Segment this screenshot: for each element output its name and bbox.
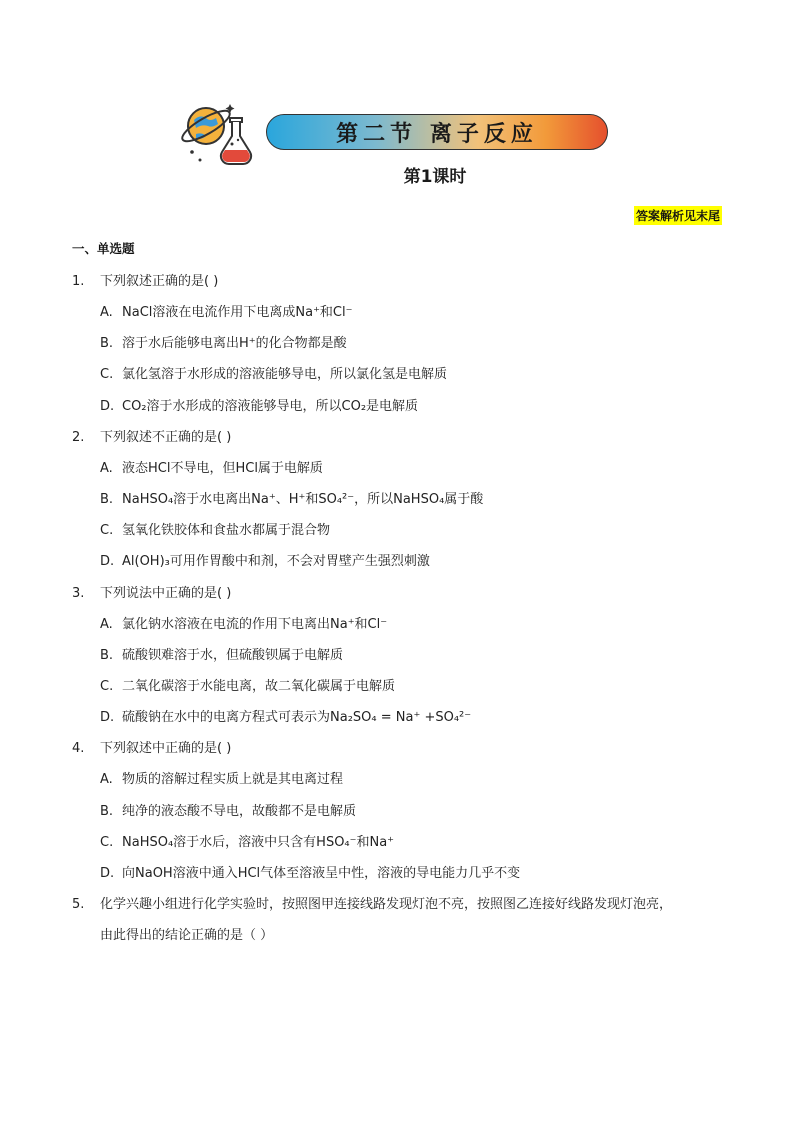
- option-letter: A.: [100, 616, 113, 632]
- option-text: 物质的溶解过程实质上就是其电离过程: [122, 772, 344, 788]
- question-number: 2.: [72, 429, 85, 445]
- page-title: 第二节 离子反应: [336, 120, 538, 147]
- question-number: 3.: [72, 585, 85, 601]
- option-letter: B.: [100, 803, 114, 819]
- option-letter: B.: [100, 647, 114, 663]
- option-text: 纯净的液态酸不导电，故酸都不是电解质: [122, 803, 357, 819]
- option-text: Al(OH)₃可用作胃酸中和剂，不会对胃壁产生强烈刺激: [122, 554, 430, 570]
- option-letter: C.: [100, 834, 114, 850]
- option-letter: D.: [100, 554, 115, 570]
- question-stem: 下列叙述中正确的是( ): [100, 741, 232, 757]
- option-b: [72, 796, 722, 827]
- option-a: [72, 609, 722, 640]
- option-text: 液态HCl不导电，但HCl属于电解质: [122, 460, 323, 476]
- option-d: [72, 858, 722, 889]
- option-text: NaHSO₄溶于水电离出Na⁺、H⁺和SO₄²⁻，所以NaHSO₄属于酸: [122, 492, 484, 508]
- question-stem: 化学兴趣小组进行化学实验时，按照图甲连接线路发现灯泡不亮，按照图乙连接好线路发现灯泡亮，: [100, 897, 673, 913]
- answer-note-badge: 答案解析见末尾: [634, 206, 722, 225]
- option-b: [72, 484, 722, 515]
- option-letter: B.: [100, 492, 114, 508]
- question-stem: 下列说法中正确的是( ): [100, 585, 232, 601]
- option-d: [72, 546, 722, 577]
- option-text: 硫酸钡难溶于水，但硫酸钡属于电解质: [122, 647, 344, 663]
- option-text: NaHSO₄溶于水后，溶液中只含有HSO₄⁻和Na⁺: [122, 834, 395, 850]
- option-text: CO₂溶于水形成的溶液能够导电，所以CO₂是电解质: [122, 398, 419, 414]
- option-letter: A.: [100, 305, 113, 320]
- title-banner: [266, 114, 608, 150]
- option-letter: D.: [100, 866, 115, 882]
- lesson-subtitle: 第1课时: [403, 167, 467, 187]
- option-letter: A.: [100, 460, 113, 476]
- question-stem-continued: 由此得出的结论正确的是（ ）: [100, 928, 274, 944]
- question-1: [72, 266, 722, 422]
- option-text: 硫酸钠在水中的电离方程式可表示为Na₂SO₄ = Na⁺ +SO₄²⁻: [122, 710, 472, 726]
- option-c: [72, 827, 722, 858]
- question-number: 1.: [72, 274, 85, 289]
- question-stem: 下列叙述不正确的是( ): [100, 429, 232, 445]
- option-text: 氯化氢溶于水形成的溶液能够导电，所以氯化氢是电解质: [122, 367, 448, 383]
- option-c: [72, 515, 722, 546]
- option-letter: C.: [100, 523, 114, 539]
- option-text: 氢氧化铁胶体和食盐水都属于混合物: [122, 523, 331, 539]
- option-a: [72, 453, 722, 484]
- option-letter: B.: [100, 336, 114, 352]
- chemistry-logo: [180, 96, 260, 168]
- option-letter: C.: [100, 367, 114, 383]
- planet-flask-icon: [180, 96, 260, 168]
- option-a: [72, 764, 722, 795]
- option-text: 氯化钠水溶液在电流的作用下电离出Na⁺和Cl⁻: [122, 616, 388, 632]
- option-text: NaCl溶液在电流作用下电离成Na⁺和Cl⁻: [122, 305, 353, 320]
- option-letter: D.: [100, 398, 115, 414]
- question-4: [72, 733, 722, 889]
- option-d: [72, 702, 722, 733]
- option-letter: D.: [100, 710, 115, 726]
- question-3: [72, 578, 722, 734]
- section-heading: 一、单选题: [72, 241, 135, 256]
- option-text: 二氧化碳溶于水能电离，故二氧化碳属于电解质: [122, 679, 396, 695]
- option-a: [72, 297, 722, 328]
- question-stem: 下列叙述正确的是( ): [100, 274, 219, 289]
- question-2: [72, 422, 722, 578]
- question-number: 5.: [72, 897, 85, 913]
- question-number: 4.: [72, 741, 85, 757]
- option-d: [72, 391, 722, 422]
- option-text: 溶于水后能够电离出H⁺的化合物都是酸: [122, 336, 347, 352]
- option-text: 向NaOH溶液中通入HCl气体至溶液呈中性，溶液的导电能力几乎不变: [122, 866, 521, 882]
- option-b: [72, 328, 722, 359]
- option-letter: C.: [100, 679, 114, 695]
- option-b: [72, 640, 722, 671]
- option-letter: A.: [100, 772, 113, 788]
- option-c: [72, 671, 722, 702]
- question-5: [72, 889, 722, 951]
- option-c: [72, 359, 722, 390]
- question-list: [72, 266, 722, 951]
